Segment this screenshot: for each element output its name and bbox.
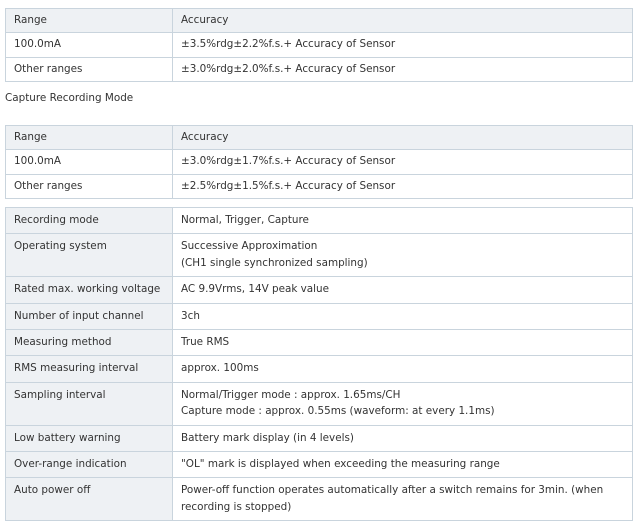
- spec-value: [173, 382, 633, 425]
- spec-value: [173, 478, 633, 521]
- spec-row: [6, 303, 633, 329]
- spec-row: [6, 234, 633, 277]
- spec-label: Recording mode: [6, 208, 173, 234]
- spec-row: [6, 382, 633, 425]
- range-cell: 100.0mA: [6, 33, 173, 57]
- spec-label: Measuring method: [6, 330, 173, 356]
- spec-value-line: Capture mode : approx. 0.55ms (waveform: at every 1.1ms): [181, 405, 495, 418]
- spec-value-line: recording is stopped): [181, 500, 292, 513]
- spec-value: [173, 330, 633, 356]
- range-cell: Other ranges: [6, 174, 173, 198]
- accuracy-header: Accuracy: [173, 9, 633, 33]
- spec-value-line: AC 9.9Vrms, 14V peak value: [181, 283, 330, 296]
- spec-value-line: (CH1 single synchronized sampling): [181, 256, 368, 269]
- spec-table: [5, 207, 633, 521]
- spec-row: [6, 425, 633, 451]
- accuracy-cell: ±3.0%rdg±1.7%f.s.+ Accuracy of Sensor: [173, 150, 633, 174]
- spec-value-line: Power-off function operates automatically after a switch remains for 3min. (when: [181, 484, 604, 497]
- spec-value-line: 3ch: [181, 309, 200, 322]
- spec-value-line: "OL" mark is displayed when exceeding the measuring range: [181, 458, 500, 471]
- range-header: Range: [6, 126, 173, 150]
- spec-row: [6, 356, 633, 382]
- spec-row: [6, 452, 633, 478]
- spec-value: [173, 234, 633, 277]
- table-header-row: [6, 9, 633, 33]
- spec-value-line: Battery mark display (in 4 levels): [181, 431, 354, 444]
- table-row: [6, 33, 633, 57]
- spec-value-line: Successive Approximation: [181, 240, 318, 253]
- table-row: [6, 57, 633, 81]
- spec-value: [173, 356, 633, 382]
- accuracy-cell: ±2.5%rdg±1.5%f.s.+ Accuracy of Sensor: [173, 174, 633, 198]
- spec-label: Number of input channel: [6, 303, 173, 329]
- spec-row: [6, 277, 633, 303]
- table-header-row: [6, 126, 633, 150]
- spec-label: Rated max. working voltage: [6, 277, 173, 303]
- spec-label: Auto power off: [6, 478, 173, 521]
- accuracy-header: Accuracy: [173, 126, 633, 150]
- range-header: Range: [6, 9, 173, 33]
- capture-mode-caption: Capture Recording Mode: [5, 92, 134, 104]
- spec-value-line: Normal/Trigger mode : approx. 1.65ms/CH: [181, 388, 401, 401]
- accuracy-cell: ±3.0%rdg±2.0%f.s.+ Accuracy of Sensor: [173, 57, 633, 81]
- spec-value: [173, 452, 633, 478]
- spec-label: Operating system: [6, 234, 173, 277]
- spec-label: Low battery warning: [6, 425, 173, 451]
- spec-value-line: approx. 100ms: [181, 362, 259, 375]
- spec-value: [173, 425, 633, 451]
- spec-value-line: True RMS: [181, 336, 230, 349]
- spec-row: [6, 208, 633, 234]
- accuracy-table-capture: [5, 125, 633, 199]
- spec-value: [173, 303, 633, 329]
- table-row: [6, 174, 633, 198]
- spec-value: [173, 208, 633, 234]
- range-cell: 100.0mA: [6, 150, 173, 174]
- range-cell: Other ranges: [6, 57, 173, 81]
- spec-value-line: Normal, Trigger, Capture: [181, 214, 309, 226]
- spec-label: Sampling interval: [6, 382, 173, 425]
- spec-row: [6, 330, 633, 356]
- spec-label: RMS measuring interval: [6, 356, 173, 382]
- spec-value: [173, 277, 633, 303]
- spec-label: Over-range indication: [6, 452, 173, 478]
- spec-row: [6, 478, 633, 521]
- table-row: [6, 150, 633, 174]
- accuracy-table-normal: [5, 8, 633, 82]
- accuracy-cell: ±3.5%rdg±2.2%f.s.+ Accuracy of Sensor: [173, 33, 633, 57]
